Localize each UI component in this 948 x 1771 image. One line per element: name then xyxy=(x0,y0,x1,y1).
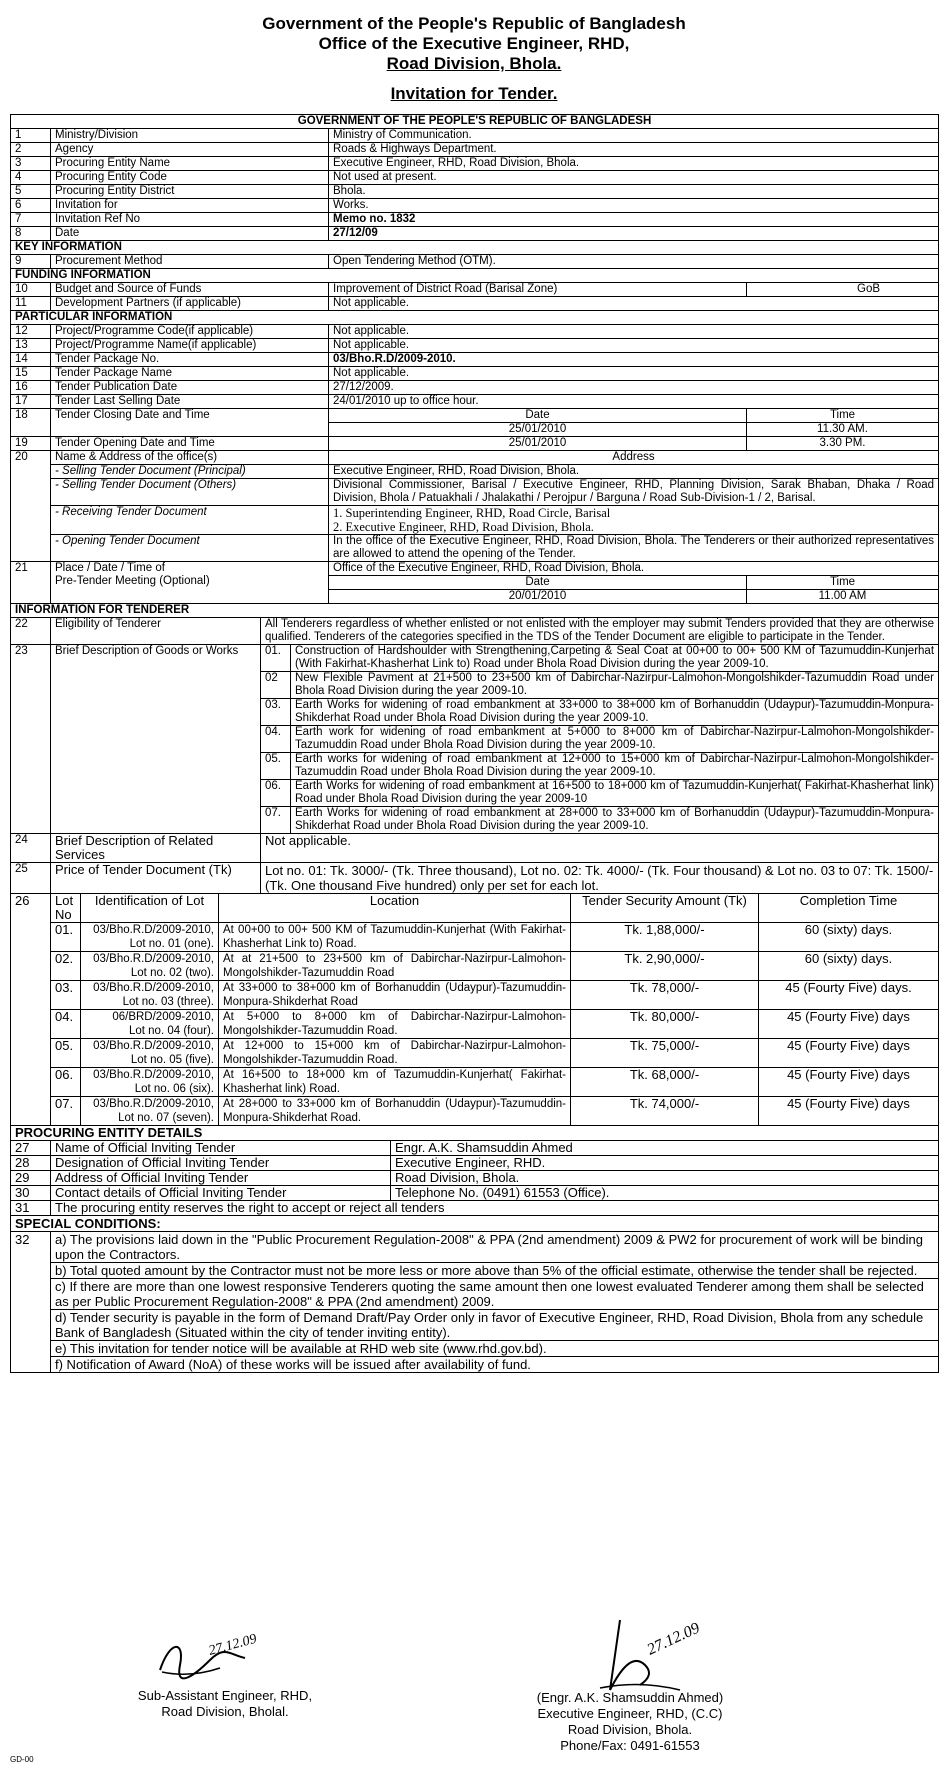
right-signature-scribble xyxy=(570,1610,720,1695)
work-description: Earth work for widening of road embankment at 5+000 to 8+000 km of Dabirchar-Nazirpur-Lalmohon-Mongolshikder-Tazumuddin Road under Bhola Road Division during the year 2009-10. xyxy=(291,726,939,753)
table-row xyxy=(11,863,939,894)
row-label: Name of Official Inviting Tender xyxy=(51,1141,391,1156)
table-row xyxy=(11,1097,939,1126)
lot-completion: 45 (Fourty Five) days xyxy=(759,1010,939,1039)
row-number: 31 xyxy=(11,1201,51,1216)
row-number: 15 xyxy=(11,367,51,381)
table-row xyxy=(11,437,939,451)
table-row xyxy=(11,325,939,339)
date-header: Date xyxy=(329,576,747,590)
row-value: Open Tendering Method (OTM). xyxy=(329,255,939,269)
row-value: 03/Bho.R.D/2009-2010. xyxy=(329,353,939,367)
row-value: Not applicable. xyxy=(261,834,939,863)
closing-time: 11.30 AM. xyxy=(747,423,939,437)
lot-security: Tk. 78,000/- xyxy=(571,981,759,1010)
row-number: 5 xyxy=(11,185,51,199)
lot-table xyxy=(10,894,939,1126)
meeting-time: 11.00 AM xyxy=(747,590,939,604)
table-row xyxy=(11,952,939,981)
table-row xyxy=(11,451,939,465)
opening-time: 3.30 PM. xyxy=(747,437,939,451)
lot-location: At 33+000 to 38+000 km of Borhanuddin (Udaypur)-Tazumuddin-Monpura-Shikderhat Road xyxy=(219,981,571,1010)
row-number: 9 xyxy=(11,255,51,269)
lot-number: 07. xyxy=(51,1097,81,1126)
row-label: Project/Programme Code(if applicable) xyxy=(51,325,329,339)
row-label: Procuring Entity Name xyxy=(51,157,329,171)
right-sign-line-4: Phone/Fax: 0491-61553 xyxy=(560,1738,700,1753)
row-value: Lot no. 01: Tk. 3000/- (Tk. Three thousand), Lot no. 02: Tk. 4000/- (Tk. Four thousand) & Lot no. 03 to 07: Tk. 1500/- (Tk. One thousand Five hundred) only per set for each lot. xyxy=(261,863,939,894)
table-row xyxy=(11,143,939,157)
lot-number: 05. xyxy=(51,1039,81,1068)
lot-number: 06. xyxy=(51,1068,81,1097)
section-heading: FUNDING INFORMATION xyxy=(11,269,939,283)
table-row xyxy=(11,227,939,241)
lot-id-line-2: Lot no. 01 (one). xyxy=(129,938,214,950)
work-description: Construction of Hardshoulder with Strengthening,Carpeting & Seal Coat at 00+00 to 00+ 500 KM of Tazumuddin-Kunjerhat (With Fakirhat-Khasherhat Link to) Road under Bhola Road Division during the year 2009-10. xyxy=(291,645,939,672)
work-number: 07. xyxy=(261,807,291,834)
table-row xyxy=(11,199,939,213)
procuring-entity-table xyxy=(10,1126,939,1216)
section-heading: INFORMATION FOR TENDERER xyxy=(11,604,939,618)
left-sign-line-2: Road Division, Bholal. xyxy=(161,1704,289,1719)
row-value: Divisional Commissioner, Barisal / Executive Engineer, RHD, Planning Division, Sarak Bhaban, Dhaka / Road Division, Bhola / Patuakhali / Jhalakathi / Perojpur / Barguna / Road Sub-Division-1 / 2, Barisal. xyxy=(329,479,939,506)
lot-location: At 00+00 to 00+ 500 KM of Tazumuddin-Kunjerhat (With Fakirhat-Khasherhat Link to) Road. xyxy=(219,923,571,952)
row-number: 27 xyxy=(11,1141,51,1156)
lot-identification xyxy=(81,1068,219,1097)
header-line-2: Office of the Executive Engineer, RHD, xyxy=(318,34,630,53)
condition-f: f) Notification of Award (NoA) of these works will be issued after availability of fund. xyxy=(51,1357,939,1373)
tender-info-table xyxy=(10,114,939,604)
work-number: 06. xyxy=(261,780,291,807)
lot-completion: 45 (Fourty Five) days xyxy=(759,1039,939,1068)
work-number: 01. xyxy=(261,645,291,672)
work-description: New Flexible Pavment at 21+500 to 23+500 km of Dabirchar-Nazirpur-Lalmohon-Mongolshikder-Tazumuddin Road under Bhola Road Division during the year 2009-10. xyxy=(291,672,939,699)
condition-a: a) The provisions laid down in the "Public Procurement Regulation-2008" & PPA (2nd amendment) 2009 & PW2 for procurement of work will be binding upon the Contractors. xyxy=(51,1232,939,1263)
row-value: Executive Engineer, RHD. xyxy=(391,1156,939,1171)
lot-id-line-2: Lot no. 03 (three). xyxy=(122,996,214,1008)
security-header: Tender Security Amount (Tk) xyxy=(571,894,759,923)
row-label: Tender Last Selling Date xyxy=(51,395,329,409)
lot-id-line-1: 03/Bho.R.D/2009-2010, xyxy=(93,982,214,994)
row-number: 17 xyxy=(11,395,51,409)
lot-identification xyxy=(81,1010,219,1039)
closing-date: 25/01/2010 xyxy=(329,423,747,437)
table-row xyxy=(11,213,939,227)
right-sign-line-3: Road Division, Bhola. xyxy=(567,1722,693,1737)
row-label: - Opening Tender Document xyxy=(51,535,329,562)
row-number: 29 xyxy=(11,1171,51,1186)
row-label: Invitation for xyxy=(51,199,329,213)
row-number: 11 xyxy=(11,297,51,311)
lot-id-line-2: Lot no. 07 (seven). xyxy=(118,1112,214,1124)
row-value: Memo no. 1832 xyxy=(329,213,939,227)
row-value: Bhola. xyxy=(329,185,939,199)
row-label: Procurement Method xyxy=(51,255,329,269)
row-label: Contact details of Official Inviting Tender xyxy=(51,1186,391,1201)
row-number: 24 xyxy=(11,834,51,863)
fund-source: GoB xyxy=(747,283,939,297)
row-label: Date xyxy=(51,227,329,241)
table-row xyxy=(11,562,939,576)
row-value: Not used at present. xyxy=(329,171,939,185)
condition-b: b) Total quoted amount by the Contractor must not be more less or more above than 5% of the official estimate, otherwise the tender shall be rejected. xyxy=(51,1263,939,1279)
lot-identification xyxy=(81,1039,219,1068)
header-line-1: Government of the People's Republic of Bangladesh xyxy=(262,14,686,33)
row-number: 10 xyxy=(11,283,51,297)
table-row xyxy=(11,353,939,367)
row-value: Road Division, Bhola. xyxy=(391,1171,939,1186)
row-label-line-1: Place / Date / Time of xyxy=(55,562,165,574)
row-label: Tender Package Name xyxy=(51,367,329,381)
lot-identification xyxy=(81,952,219,981)
row-number: 14 xyxy=(11,353,51,367)
tenderer-info-table xyxy=(10,604,939,894)
work-number: 02 xyxy=(261,672,291,699)
work-description: Earth Works for widening of road embankment at 16+500 to 18+000 km of Tazumuddin-Kunjerhat( Fakirhat-Khasherhat link) Road under Bhola Road Division during the year 2009-10 xyxy=(291,780,939,807)
lot-id-line-2: Lot no. 06 (six). xyxy=(134,1083,214,1095)
row-number: 22 xyxy=(11,618,51,645)
row-number: 23 xyxy=(11,645,51,834)
row-label: Brief Description of Goods or Works xyxy=(51,645,261,834)
lot-identification xyxy=(81,981,219,1010)
row-value: 24/01/2010 up to office hour. xyxy=(329,395,939,409)
table-row xyxy=(11,1156,939,1171)
row-value: Improvement of District Road (Barisal Zone) xyxy=(329,283,747,297)
table-row xyxy=(11,1068,939,1097)
table-row xyxy=(11,297,939,311)
work-description: Earth Works for widening of road embankment at 28+000 to 33+000 km of Borhanuddin (Udaypur)-Tazumuddin-Monpura-Shikderhat Road under Bhola Road Division during the year 2009-10. xyxy=(291,807,939,834)
row-number: 3 xyxy=(11,157,51,171)
receiving-office-2: 2. Executive Engineer, RHD, Road Division, Bhola. xyxy=(333,520,594,534)
section-heading: PARTICULAR INFORMATION xyxy=(11,311,939,325)
footer-code: GD-00 xyxy=(10,1755,34,1764)
document-title: Invitation for Tender. xyxy=(390,84,558,103)
row-label xyxy=(51,562,329,604)
lot-number: 04. xyxy=(51,1010,81,1039)
row-label: Budget and Source of Funds xyxy=(51,283,329,297)
row-value xyxy=(329,506,939,535)
lot-security: Tk. 74,000/- xyxy=(571,1097,759,1126)
row-value: Roads & Highways Department. xyxy=(329,143,939,157)
table-row xyxy=(11,1010,939,1039)
header-line-3: Road Division, Bhola. xyxy=(386,54,562,73)
work-number: 04. xyxy=(261,726,291,753)
row-label: Tender Opening Date and Time xyxy=(51,437,329,451)
row-label: Ministry/Division xyxy=(51,129,329,143)
row-label-line-2: Pre-Tender Meeting (Optional) xyxy=(55,575,210,587)
work-number: 05. xyxy=(261,753,291,780)
section-heading: PROCURING ENTITY DETAILS xyxy=(11,1126,939,1141)
right-sign-line-2: Executive Engineer, RHD, (C.C) xyxy=(537,1706,723,1721)
row-number: 32 xyxy=(11,1232,51,1373)
table-row xyxy=(11,255,939,269)
lot-number: 02. xyxy=(51,952,81,981)
completion-header: Completion Time xyxy=(759,894,939,923)
lot-security: Tk. 68,000/- xyxy=(571,1068,759,1097)
row-label: Address of Official Inviting Tender xyxy=(51,1171,391,1186)
receiving-office-1: 1. Superintending Engineer, RHD, Road Circle, Barisal xyxy=(333,506,611,520)
table-row xyxy=(11,381,939,395)
table-row xyxy=(11,1171,939,1186)
table-row xyxy=(11,367,939,381)
row-label: Tender Closing Date and Time xyxy=(51,409,329,437)
lot-location: At at 21+500 to 23+500 km of Dabirchar-Nazirpur-Lalmohon-Mongolshikder-Tazumuddin Road xyxy=(219,952,571,981)
lot-id-line-2: Lot no. 02 (two). xyxy=(130,967,214,979)
document-header xyxy=(10,14,938,104)
row-number: 13 xyxy=(11,339,51,353)
row-label: Brief Description of Related Services xyxy=(51,834,261,863)
row-value: Ministry of Communication. xyxy=(329,129,939,143)
row-label: Project/Programme Name(if applicable) xyxy=(51,339,329,353)
special-conditions-table xyxy=(10,1216,939,1373)
table-row xyxy=(11,1186,939,1201)
lot-security: Tk. 75,000/- xyxy=(571,1039,759,1068)
identification-header: Identification of Lot xyxy=(81,894,219,923)
lot-completion: 60 (sixty) days. xyxy=(759,923,939,952)
lot-security: Tk. 80,000/- xyxy=(571,1010,759,1039)
lot-number: 01. xyxy=(51,923,81,952)
address-header: Address xyxy=(329,451,939,465)
location-header: Location xyxy=(219,894,571,923)
table-row xyxy=(11,645,939,672)
table-row xyxy=(11,1201,939,1216)
meeting-date: 20/01/2010 xyxy=(329,590,747,604)
row-label: Eligibility of Tenderer xyxy=(51,618,261,645)
row-number: 19 xyxy=(11,437,51,451)
row-label: Tender Publication Date xyxy=(51,381,329,395)
left-signatory xyxy=(110,1688,340,1720)
section-heading: KEY INFORMATION xyxy=(11,241,939,255)
lot-id-line-2: Lot no. 04 (four). xyxy=(128,1025,214,1037)
row-value: Engr. A.K. Shamsuddin Ahmed xyxy=(391,1141,939,1156)
work-description: Earth Works for widening of road embankment at 33+000 to 38+000 km of Borhanuddin (Udaypur)-Tazumuddin-Monpura-Shikderhat Road under Bhola Road Division during the year 2009-10. xyxy=(291,699,939,726)
opening-date: 25/01/2010 xyxy=(329,437,747,451)
table-row xyxy=(11,1039,939,1068)
right-signature-date: 27.12.09 xyxy=(644,1619,703,1659)
table-row xyxy=(11,409,939,423)
row-number: 8 xyxy=(11,227,51,241)
row-number: 2 xyxy=(11,143,51,157)
row-label: Price of Tender Document (Tk) xyxy=(51,863,261,894)
work-number: 03. xyxy=(261,699,291,726)
lot-header-row xyxy=(11,894,939,923)
table-row xyxy=(11,618,939,645)
table-row xyxy=(11,339,939,353)
row-value: Works. xyxy=(329,199,939,213)
row-number: 18 xyxy=(11,409,51,437)
lot-id-line-1: 03/Bho.R.D/2009-2010, xyxy=(93,953,214,965)
lot-id-line-1: 03/Bho.R.D/2009-2010, xyxy=(93,1098,214,1110)
row-number: 16 xyxy=(11,381,51,395)
row-number: 12 xyxy=(11,325,51,339)
row-value: Executive Engineer, RHD, Road Division, Bhola. xyxy=(329,465,939,479)
lot-identification xyxy=(81,923,219,952)
row-number: 28 xyxy=(11,1156,51,1171)
table-row xyxy=(11,157,939,171)
lot-security: Tk. 1,88,000/- xyxy=(571,923,759,952)
left-sign-line-1: Sub-Assistant Engineer, RHD, xyxy=(137,1688,313,1703)
row-label: - Selling Tender Document (Principal) xyxy=(51,465,329,479)
row-number: 4 xyxy=(11,171,51,185)
lot-location: At 16+500 to 18+000 km of Tazumuddin-Kunjerhat( Fakirhat-Khasherhat link) Road. xyxy=(219,1068,571,1097)
table-row xyxy=(11,1232,939,1263)
document-page xyxy=(10,0,938,1373)
lot-number: 03. xyxy=(51,981,81,1010)
left-signature-date: 27.12.09 xyxy=(207,1631,259,1659)
row-number: 1 xyxy=(11,129,51,143)
lot-id-line-1: 06/BRD/2009-2010, xyxy=(112,1011,214,1023)
row-label: Agency xyxy=(51,143,329,157)
lot-completion: 45 (Fourty Five) days xyxy=(759,1068,939,1097)
row-value: In the office of the Executive Engineer, RHD, Road Division, Bhola. The Tenderers or their authorized representatives are allowed to attend the opening of the Tender. xyxy=(329,535,939,562)
table-row xyxy=(11,923,939,952)
row-label: Development Partners (if applicable) xyxy=(51,297,329,311)
table-row xyxy=(11,981,939,1010)
row-number: 30 xyxy=(11,1186,51,1201)
lot-location: At 12+000 to 15+000 km of Dabirchar-Nazirpur-Lalmohon-Mongolshikder-Tazumuddin Road. xyxy=(219,1039,571,1068)
row-value: Not applicable. xyxy=(329,367,939,381)
time-header: Time xyxy=(747,576,939,590)
row-label: Name & Address of the office(s) xyxy=(51,451,329,465)
lot-id-line-1: 03/Bho.R.D/2009-2010, xyxy=(93,1069,214,1081)
left-signature-scribble xyxy=(150,1630,280,1685)
table-row xyxy=(11,395,939,409)
row-value: Not applicable. xyxy=(329,325,939,339)
lot-location: At 5+000 to 8+000 km of Dabirchar-Nazirpur-Lalmohon-Mongolshikder-Tazumuddin Road. xyxy=(219,1010,571,1039)
right-sign-line-1: (Engr. A.K. Shamsuddin Ahmed) xyxy=(536,1690,724,1705)
lot-id-line-1: 03/Bho.R.D/2009-2010, xyxy=(93,1040,214,1052)
row-number: 21 xyxy=(11,562,51,604)
right-signatory xyxy=(510,1690,750,1754)
table-row xyxy=(11,129,939,143)
condition-d: d) Tender security is payable in the form of Demand Draft/Pay Order only in favor of Executive Engineer, RHD, Road Division, Bhola from any schedule Bank of Bangladesh (Situated within the city of tender inviting entity). xyxy=(51,1310,939,1341)
row-number: 25 xyxy=(11,863,51,894)
row-value: 27/12/09 xyxy=(329,227,939,241)
row-value: The procuring entity reserves the right to accept or reject all tenders xyxy=(51,1201,939,1216)
table-row xyxy=(11,283,939,297)
lot-completion: 45 (Fourty Five) days. xyxy=(759,981,939,1010)
date-header: Date xyxy=(329,409,747,423)
section-heading: SPECIAL CONDITIONS: xyxy=(11,1216,939,1232)
row-label: Tender Package No. xyxy=(51,353,329,367)
lot-no-header: Lot No xyxy=(51,894,81,923)
row-label: Procuring Entity Code xyxy=(51,171,329,185)
row-value: All Tenderers regardless of whether enlisted or not enlisted with the employer may submit Tenders provided that they are otherwise qualified. Tenderers of the categories specified in the TDS of the Tender Document are eligible to participate in the Tender. xyxy=(261,618,939,645)
row-number: 6 xyxy=(11,199,51,213)
table-row xyxy=(11,171,939,185)
lot-completion: 60 (sixty) days. xyxy=(759,952,939,981)
work-description: Earth works for widening of road embankment at 12+000 to 15+000 km of Dabirchar-Nazirpur-Lalmohon-Mongolshikder-Tazumuddin Road under Bhola Road Division during the year 2009-10. xyxy=(291,753,939,780)
lot-security: Tk. 2,90,000/- xyxy=(571,952,759,981)
lot-location: At 28+000 to 33+000 km of Borhanuddin (Udaypur)-Tazumuddin-Monpura-Shikderhat Road. xyxy=(219,1097,571,1126)
condition-e: e) This invitation for tender notice will be available at RHD web site (www.rhd.gov.bd). xyxy=(51,1341,939,1357)
table-title: GOVERNMENT OF THE PEOPLE'S REPUBLIC OF BANGLADESH xyxy=(11,115,939,129)
lot-identification xyxy=(81,1097,219,1126)
row-number: 20 xyxy=(11,451,51,562)
row-label: Designation of Official Inviting Tender xyxy=(51,1156,391,1171)
time-header: Time xyxy=(747,409,939,423)
row-value: Not applicable. xyxy=(329,339,939,353)
row-value: Not applicable. xyxy=(329,297,939,311)
row-number: 7 xyxy=(11,213,51,227)
row-number: 26 xyxy=(11,894,51,1126)
lot-completion: 45 (Fourty Five) days xyxy=(759,1097,939,1126)
row-label: - Receiving Tender Document xyxy=(51,506,329,535)
lot-id-line-2: Lot no. 05 (five). xyxy=(130,1054,214,1066)
table-row xyxy=(11,1141,939,1156)
condition-c: c) If there are more than one lowest responsive Tenderers quoting the same amount then one lowest evaluated Tenderer among them shall be selected as per Public Procurement Regulation-2008" & PPA (2nd amendment) 2009. xyxy=(51,1279,939,1310)
row-label: Invitation Ref No xyxy=(51,213,329,227)
row-label: - Selling Tender Document (Others) xyxy=(51,479,329,506)
lot-id-line-1: 03/Bho.R.D/2009-2010, xyxy=(93,924,214,936)
row-value: Office of the Executive Engineer, RHD, Road Division, Bhola. xyxy=(329,562,939,576)
row-label: Procuring Entity District xyxy=(51,185,329,199)
row-value: 27/12/2009. xyxy=(329,381,939,395)
row-value: Telephone No. (0491) 61553 (Office). xyxy=(391,1186,939,1201)
table-row xyxy=(11,185,939,199)
row-value: Executive Engineer, RHD, Road Division, Bhola. xyxy=(329,157,939,171)
table-row xyxy=(11,834,939,863)
